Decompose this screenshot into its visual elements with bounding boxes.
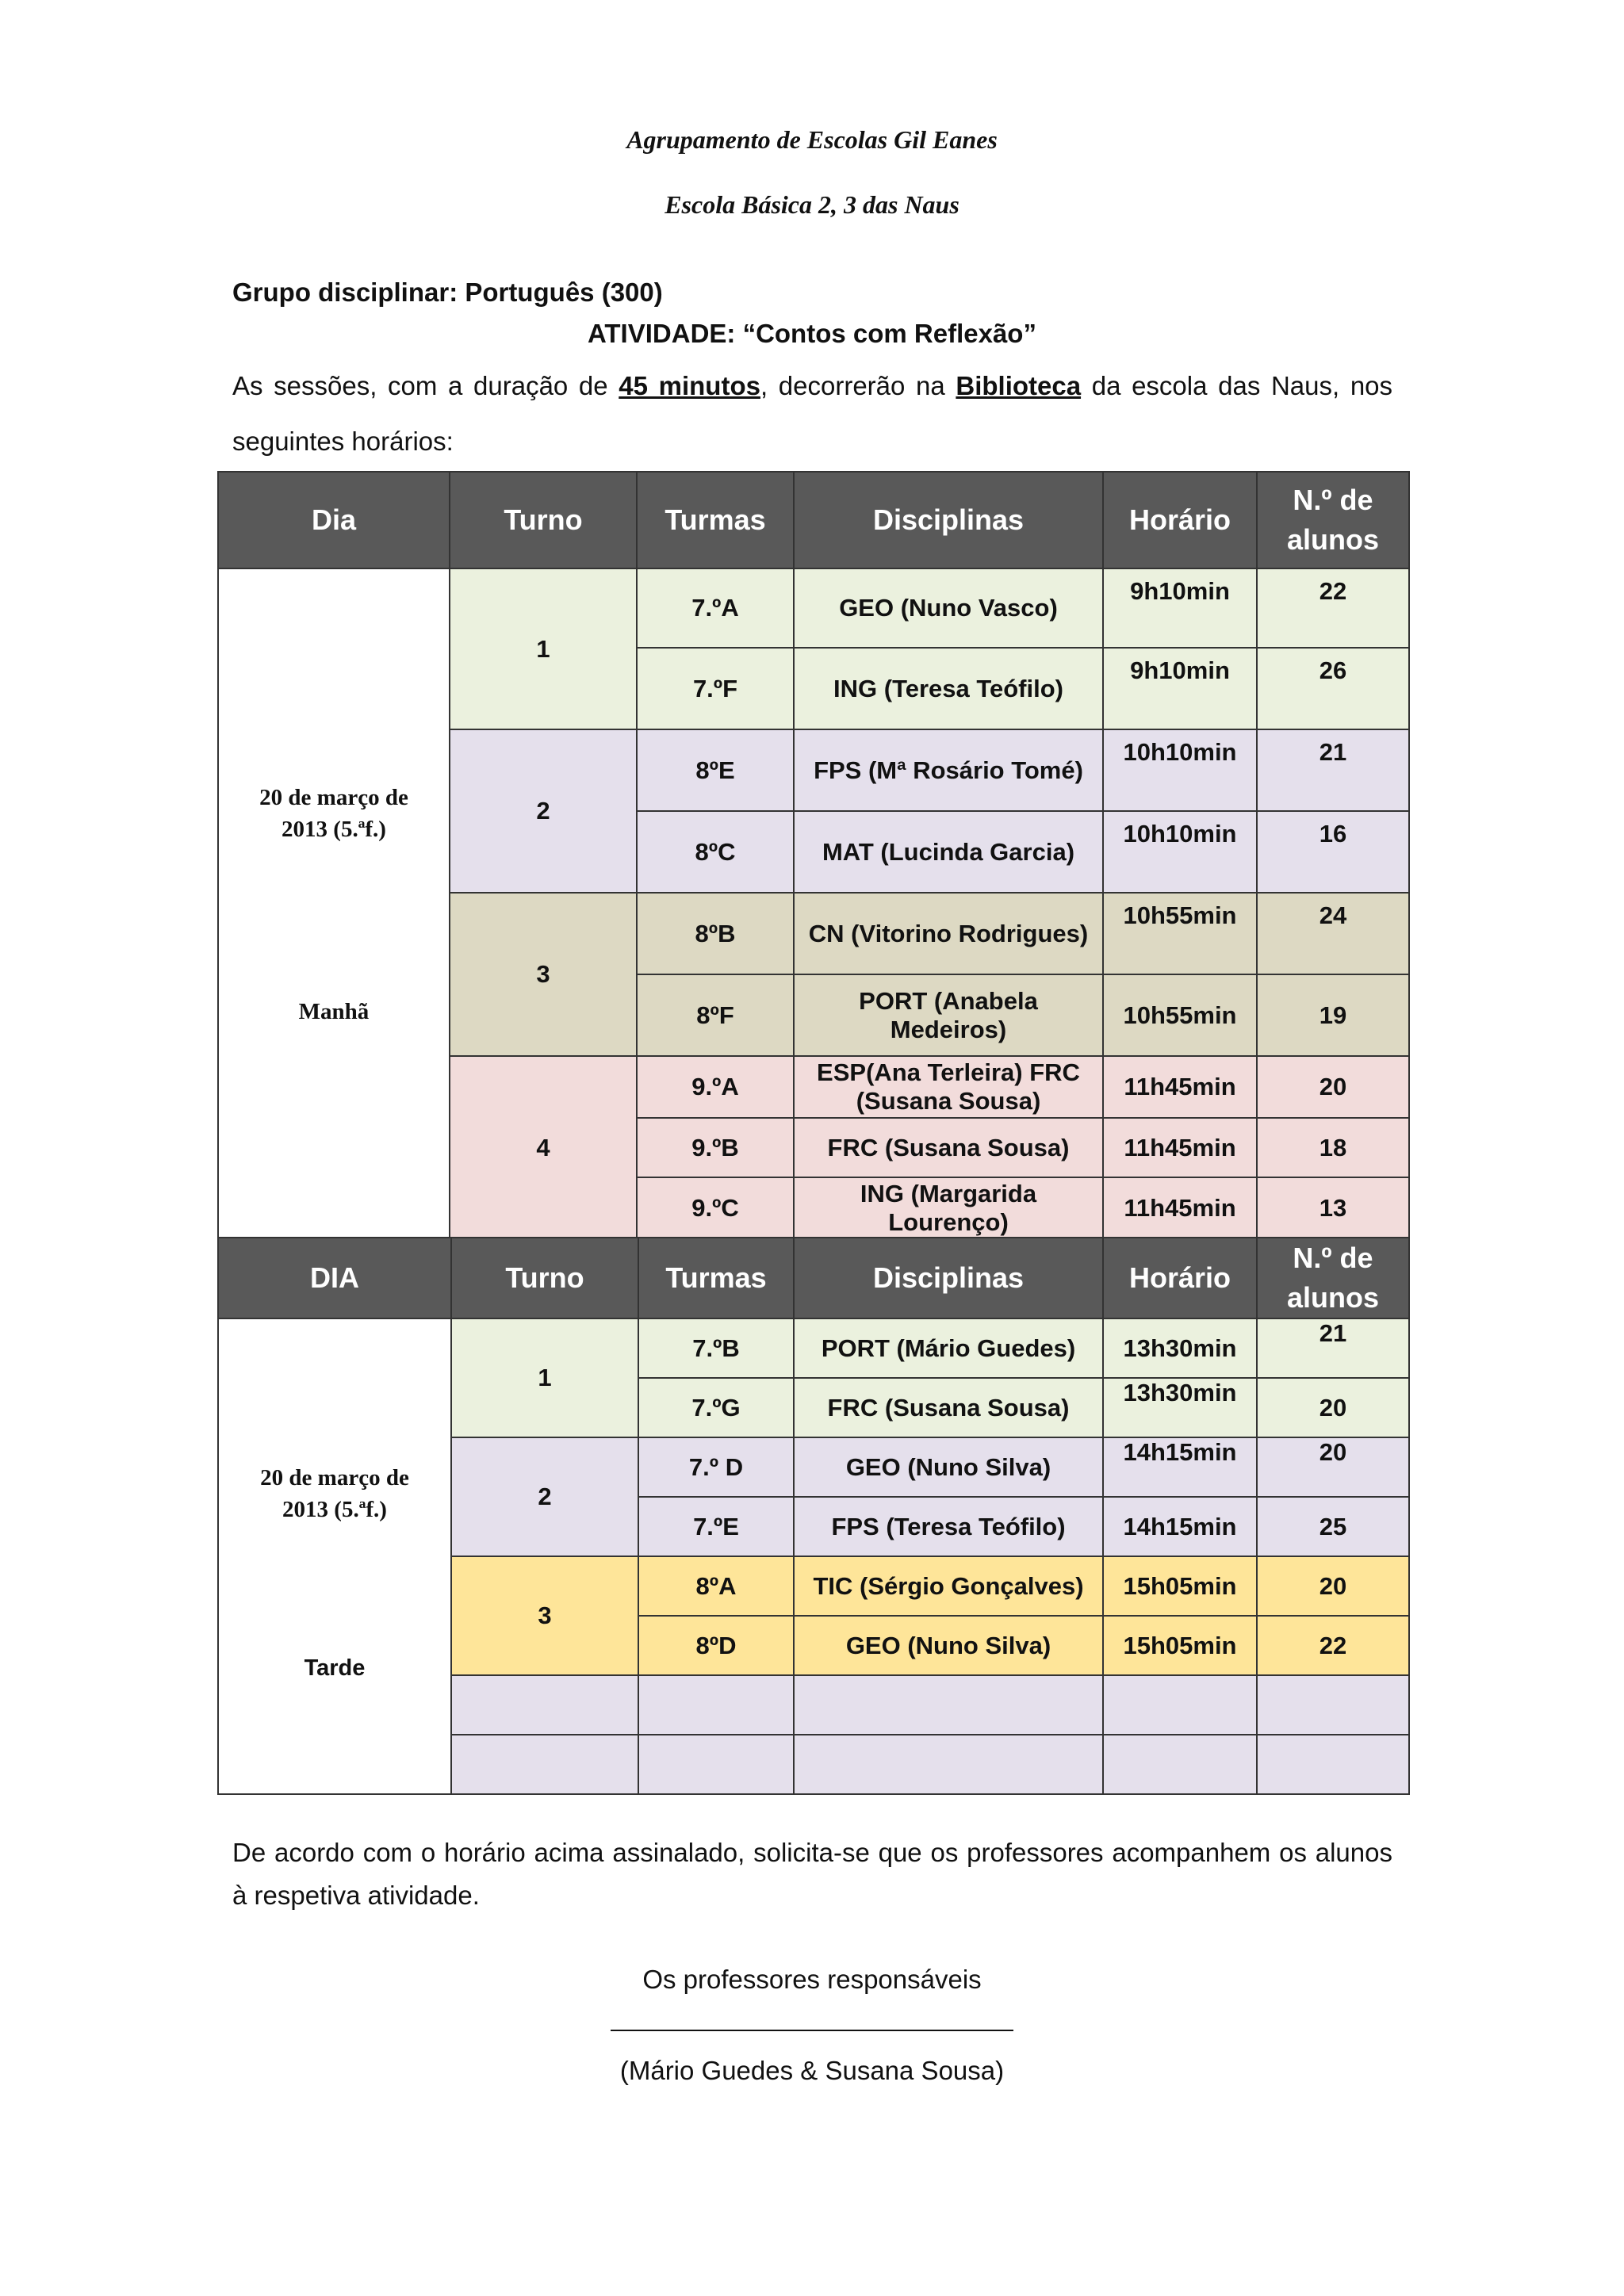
duration-text: 45 minutos — [619, 371, 760, 400]
table-header-row — [218, 1238, 1409, 1318]
header-horario: Horário — [1103, 1238, 1257, 1318]
header-alunos: N.º de alunos — [1257, 472, 1409, 568]
table-row: 3 8ºA TIC (Sérgio Gonçalves) 15h05min 20 — [218, 1556, 1409, 1616]
table-row: 7.ºE FPS (Teresa Teófilo) 14h15min 25 — [218, 1497, 1409, 1556]
period-label: Tarde — [304, 1655, 366, 1681]
header-turno: Turno — [451, 1238, 638, 1318]
turno-cell: 1 — [450, 568, 637, 729]
school-group-title: Agrupamento de Escolas Gil Eanes — [626, 125, 998, 154]
period-label: Manhã — [298, 999, 370, 1024]
closing-paragraph: De acordo com o horário acima assinalado, solicita-se que os professores acompanhem os alunos à respetiva atividade. — [232, 1838, 1392, 1910]
turno-cell: 2 — [451, 1437, 638, 1556]
turno-cell: 3 — [451, 1556, 638, 1675]
header-horario: Horário — [1103, 472, 1257, 568]
header-dia: Dia — [218, 472, 450, 568]
table-row: 9.ºC ING (Margarida Lourenço) 11h45min 13 — [218, 1177, 1409, 1239]
signature-names: (Mário Guedes & Susana Sousa) — [619, 2056, 1005, 2085]
morning-schedule-table — [217, 471, 1410, 1240]
subject-group: Grupo disciplinar: Português (300) — [232, 277, 663, 307]
header-alunos: N.º de alunos — [1257, 1238, 1409, 1318]
table-row: 8ºF PORT (Anabela Medeiros) 10h55min 19 — [218, 974, 1409, 1056]
header-turno: Turno — [450, 472, 637, 568]
table-row: 9.ºB FRC (Susana Sousa) 11h45min 18 — [218, 1118, 1409, 1177]
table-row: 20 de março de 2013 (5.ªf.) Manhã 1 7.ºA GEO (Nuno Vasco) 9h10min 22 — [218, 568, 1409, 648]
table-row: 7.ºG FRC (Susana Sousa) 13h30min 20 — [218, 1378, 1409, 1437]
table-row: 4 9.ºA ESP(Ana Terleira) FRC (Susana Sousa) 11h45min 20 — [218, 1056, 1409, 1118]
afternoon-schedule-table — [217, 1237, 1410, 1795]
header-disciplinas: Disciplinas — [794, 472, 1103, 568]
turno-cell: 3 — [450, 893, 637, 1056]
signature-title: Os professores responsáveis — [642, 1965, 982, 1994]
school-name: Escola Básica 2, 3 das Naus — [665, 190, 959, 219]
table-row: 2 8ºE FPS (Mª Rosário Tomé) 10h10min 21 — [218, 729, 1409, 811]
table-header-row — [218, 472, 1409, 568]
header-turmas: Turmas — [637, 472, 794, 568]
turno-cell: 4 — [450, 1056, 637, 1239]
table-row: 8ºC MAT (Lucinda Garcia) 10h10min 16 — [218, 811, 1409, 893]
turno-cell: 2 — [450, 729, 637, 893]
intro-paragraph: As sessões, com a duração de 45 minutos, decorrerão na Biblioteca da escola das Naus, nos seguintes horários: — [232, 371, 1393, 456]
table-row: 7.ºF ING (Teresa Teófilo) 9h10min 26 — [218, 648, 1409, 729]
signature-line — [611, 2030, 1013, 2031]
activity-title: ATIVIDADE: “Contos com Reflexão” — [588, 319, 1036, 348]
table-row: 3 8ºB CN (Vitorino Rodrigues) 10h55min 24 — [218, 893, 1409, 974]
header-disciplinas: Disciplinas — [794, 1238, 1103, 1318]
turno-cell: 1 — [451, 1318, 638, 1437]
table-row: 8ºD GEO (Nuno Silva) 15h05min 22 — [218, 1616, 1409, 1675]
header-turmas: Turmas — [638, 1238, 794, 1318]
place-text: Biblioteca — [956, 371, 1082, 400]
day-cell: 20 de março de 2013 (5.ªf.) Tarde — [218, 1318, 451, 1794]
header-dia: DIA — [218, 1238, 451, 1318]
day-cell: 20 de março de 2013 (5.ªf.) Manhã — [218, 568, 450, 1239]
table-row: 20 de março de 2013 (5.ªf.) Tarde 1 7.ºB PORT (Mário Guedes) 13h30min 21 — [218, 1318, 1409, 1378]
table-row: 2 7.º D GEO (Nuno Silva) 14h15min 20 — [218, 1437, 1409, 1497]
